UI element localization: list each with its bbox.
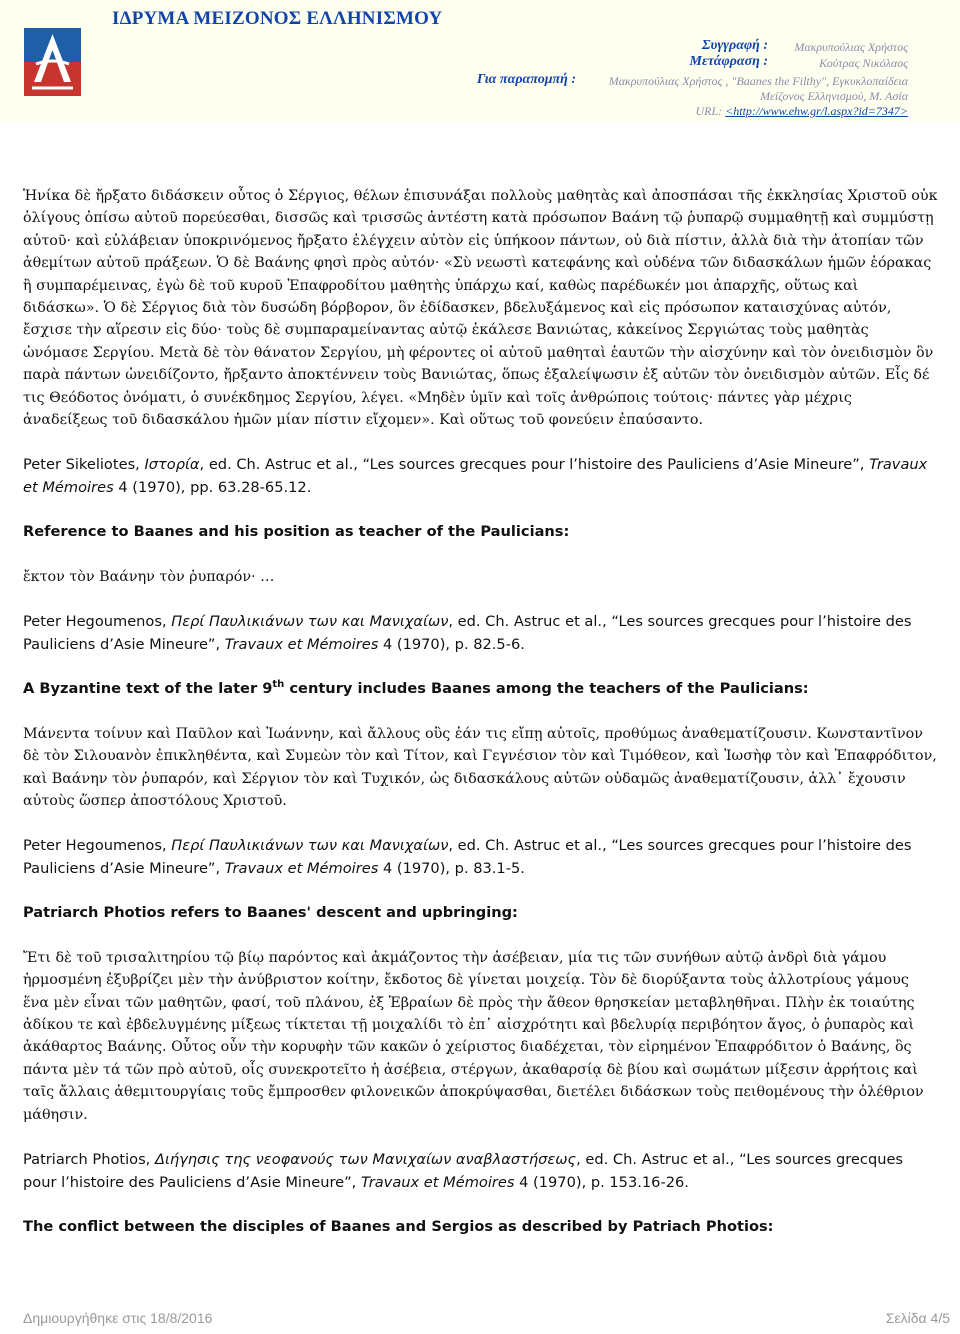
ref-journal: Travaux et Mémoires [23,456,928,497]
greek-passage-sikeliotes: Ἡνίκα δὲ ἤρξατο διδάσκειν οὗτος ὁ Σέργιος, θέλων ἐπισυνάξαι πολλοὺς μαθητὰς καὶ ἀποσπάσαι τῆς ἐκκλησίας Χριστοῦ οὐκ ὀλίγους ὀπίσω αὐτοῦ πορεύεσθαι, δισσῶς καὶ τρισσῶς ἀντέστη κατὰ πρόσωπον Βαάνη τῷ ῥυπαρῷ συμμαθητῇ καὶ συμμύστῃ αὐτοῦ· καὶ εὐλάβειαν ὑποκρινόμενος ἤρξατο ἐλέγχειν αὐτὸν εἰς ὑπήκοον πάντων, οὐ διὰ πίστιν, ἀλλὰ διὰ τὴν ἀτοπίαν τῶν ἀθεμίτων αὐτοῦ πράξεων. Ὁ δὲ Βαάνης φησὶ πρὸς αὐτόν· «Σὺ νεωστὶ κατεφάνης καὶ οὐδένα τῶν διδασκάλων ἡμῶν ἑόρακας ἢ συμπαρέμεινας, ἐγὼ δὲ τοῦ κυροῦ Ἐπαφροδίτου μαθητὴς ὑπάρχω καί, καθὼς παρέδωκέν μοι ἀπαρχῆς, οὕτως καὶ διδάσκω». Ὁ δὲ Σέργιος διὰ τὸν δυσώδη βόρβορον, ὃν ἐδίδασκεν, βδελυξάμενος καὶ εἰς πρόσωπον καταισχύνας αὐτόν, ἔσχισε τὴν αἵρεσιν εἰς δύο· τοὺς δὲ συμπαραμείναντας αὐτῷ ἐκάλεσε Βανιώτας, κἀκείνος Σεργιώτας τοὺς μαθητὰς ὠνόμασε Σεργίου. Μετὰ δὲ τὸν θάνατον Σεργίου, μὴ φέροντες οἱ αὐτοῦ μαθηταὶ ἑαυτῶν τὴν αἰσχύνην καὶ τὸν ὀνειδισμὸν ὃν παρὰ πάντων ὠνειδίζοντο, ἤρξαντο ἀποκτέννειν τοὺς Βανιώτας, ὅπως ἐξαλείψωσιν ἐξ αὐτῶν τὸν ὀνειδισμὸν αὐτῶν. Εἷς δέ τις Θεόδοτος ὀνόματι, ὁ συνέκδημος Σεργίου, λέγει. «Μηδὲν ὑμῖν καὶ τοῖς ἀνθρώποις τούτοις· πάντες γὰρ μέχρις ἀναδείξεως τοῦ διδασκάλου ἡμῶν μίαν πίστιν εἴχομεν». Καὶ οὕτως τοῦ φονεύειν ἐπαύσαντο. [23,188,938,429]
translation-value: Κούτρας Νικόλαος [819,56,908,70]
citation-label: Για παραπομπή : [476,72,576,87]
footer-created-date: Δημιουργήθηκε στις 18/8/2016 [23,1310,213,1326]
citation-line-1: Μακρυπούλιας Χρήστος , "Baanes the Filthy", Εγκυκλοπαίδεια [608,74,908,88]
greek-passage-photios: Ἔτι δὲ τοῦ τρισαλιτηρίου τῷ βίῳ παρόντος καὶ ἀκμάζοντος τὴν ἀσέβειαν, μία τις τῶν συνήθων αὐτῷ ἀνδρὶ διὰ γάμου ἡρμοσμένη ἐξυβρίζει μὲν τὴν ἀνύβριστον κοίτην, ἔκδοτος δὲ γίνεται μοιχείᾳ. Τὸν δὲ διορύξαντα τοὺς ἀλλοτρίους γάμους ἕνα μὲν εἶναι τῶν μαθητῶν, φασί, τοῦ πλάνου, ἐξ Ἑβραίων δὲ πρὸς τὴν ἄθεον θρησκείαν μεταβληθῆναι. Πλὴν ἐκ τοιαύτης ἀδίκου τε καὶ ἐβδελυγμένης μίξεως τίκτεται τῇ μοιχαλίδι τὸ ἐπ᾽ αἰσχρότητι καὶ βδελυρίᾳ περιβόητον ἄγος, ὁ ῥυπαρὸς καὶ ἀκάθαρτος Βαάνης. Οὗτος οὖν τὴν κορυφὴν τῶν κακῶν ὁ χείριστος διαδέχεται, τὸν εἰρημένον Ἐπαφρόδιτον ὁ Βαάνης, ὃς πάντα μὲν τά τῶν πρὸ αὐτοῦ, οἷς συνεκροτεῖτο ἡ ἀσέβεια, στέργων, ἀκαθαρσίᾳ δὲ βίου καὶ σωμάτων μίξεσιν ἀρρήτοις καὶ ταῖς ἄλλαις ἀθεμιτουργίαις τοῦς ἔμπροσθεν φιλονεικῶν ἀποκρύψασθαι, διετέλει διδάσκων τοὺς πειθομένους τὴν ὀλέθριον μάθησιν. [23,949,924,1123]
ref-pages: 4 (1970), p. 82.5-6. [378,636,525,654]
ref-pages: 4 (1970), pp. 63.28-65.12. [113,479,312,497]
ref-pages: 4 (1970), p. 83.1-5. [378,860,525,878]
section-heading-photios: Patriarch Photios refers to Baanes' descent and upbringing: [23,904,518,922]
ref-pages: 4 (1970), p. 153.16-26. [514,1173,689,1191]
greek-passage-hegoumenos-1: ἔκτον τὸν Βαάνην τὸν ῥυπαρόν· … [23,568,275,585]
ref-work-title: Περί Παυλικιάνων των και Μανιχαίων [171,837,449,855]
foundation-logo [24,28,81,96]
url-label: URL: [695,104,723,118]
ref-edition: , ed. Ch. Astruc et al., “Les sources grecques pour l’histoire des Pauliciens d’Asie Mineure”, [23,1150,904,1191]
ref-author: Peter Hegoumenos, [23,837,172,855]
document-body [23,185,938,1260]
ref-edition: , ed. Ch. Astruc et al., “Les sources grecques pour l’histoire des Pauliciens d’Asie Mineure”, [23,613,912,654]
ref-author: Peter Sikeliotes, [23,456,145,474]
reference-sikeliotes [23,453,938,499]
ref-journal: Travaux et Mémoires [224,636,379,654]
heading-superscript: th [272,679,285,691]
reference-hegoumenos-2 [23,834,938,880]
ref-journal: Travaux et Mémoires [224,860,379,878]
author-label: Συγγραφή : [701,38,768,53]
reference-photios [23,1148,938,1194]
citation-line-2: Μείζονος Ελληνισμού, Μ. Ασία [760,89,908,103]
section-heading-byzantine-text [23,678,938,700]
ref-author: Peter Hegoumenos, [23,613,172,631]
url-link[interactable]: <http://www.ehw.gr/l.aspx?id=7347> [725,104,908,118]
heading-part: century includes Baanes among the teachers of the Paulicians: [284,680,809,698]
ref-author: Patriarch Photios, [23,1150,155,1168]
ref-journal: Travaux et Mémoires [360,1173,515,1191]
ref-edition: , ed. Ch. Astruc et al., “Les sources grecques pour l’histoire des Pauliciens d’Asie Mineure”, [23,837,912,878]
section-heading-conflict: The conflict between the disciples of Baanes and Sergios as described by Patriach Photios: [23,1217,774,1235]
section-heading-teacher: Reference to Baanes and his position as teacher of the Paulicians: [23,523,570,541]
greek-passage-hegoumenos-2: Μάνεντα τοίνυν καὶ Παῦλον καὶ Ἰωάννην, καὶ ἄλλους οὓς ἐάν τις εἴπῃ αὐτοῖς, προθύμως ἀναθεματίζουσιν. Κωνσταντῖνον δὲ τὸν Σιλουανὸν ἐπικληθέντα, καὶ Συμεὼν τὸν καὶ Τίτον, καὶ Γεγνέσιον τὸν καὶ Τιμόθεον, καὶ Ἰωσὴφ τὸν καὶ Ἐπαφρόδιτον, καὶ Βαάνην τὸν ῥυπαρόν, καὶ Σέργιον τὸν καὶ Τυχικόν, ὡς διδασκάλους αὐτῶν οὐδαμῶς ἀναθεματίζουσιν, ἀλλ᾽ ἔχουσιν αὐτοὺς ὥσπερ ἀποστόλους Χριστοῦ. [23,725,937,809]
ref-work-title: Περί Παυλικιάνων των και Μανιχαίων [171,613,449,631]
heading-part: A Byzantine text of the later 9 [23,680,273,698]
reference-hegoumenos-1 [23,610,938,656]
ref-edition: , ed. Ch. Astruc et al., “Les sources grecques pour l’histoire des Pauliciens d’Asie Mineure”, [199,456,870,474]
document-header [0,0,960,122]
ref-work-title: Διήγησις της νεοφανούς των Μανιχαίων αναβλαστήσεως [154,1150,577,1168]
footer-page-number: Σελίδα 4/5 [885,1310,950,1326]
translation-label: Μετάφραση : [689,54,768,69]
author-value: Μακρυπούλιας Χρήστος [794,40,908,54]
foundation-title: ΙΔΡΥΜΑ ΜΕΙΖΟΝΟΣ ΕΛΛΗΝΙΣΜΟΥ [112,8,443,29]
ref-work-title: Ιστορία [144,456,200,474]
citation-url-row [590,104,908,119]
